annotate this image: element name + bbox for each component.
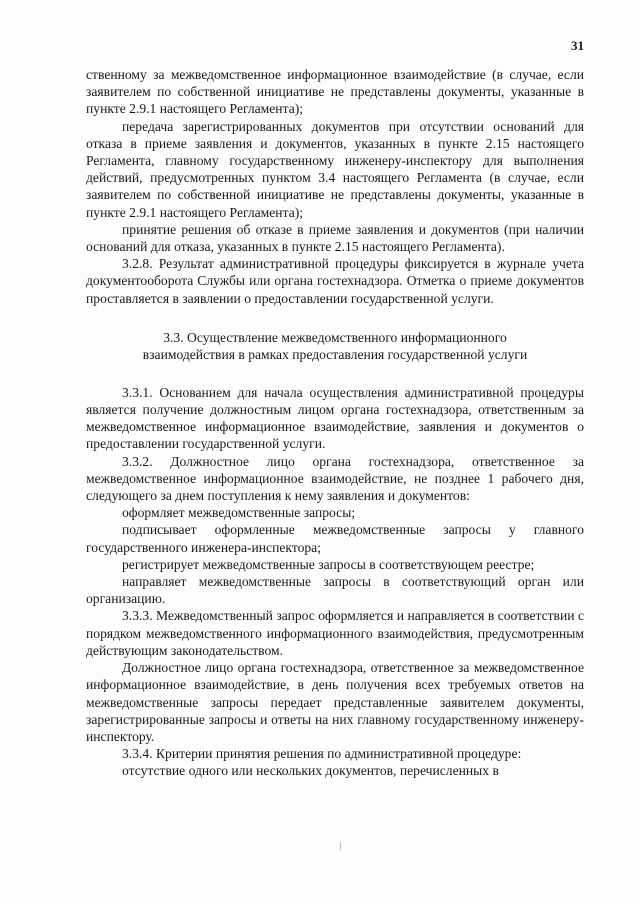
paragraph-3-3-3: 3.3.3. Межведомственный запрос оформляется и направляется в соответствии с порядком межведомственного информационного взаимодействия, предусмотренным действующим законодательством. <box>86 608 584 658</box>
paragraph-absence-documents: отсутствие одного или нескольких документов, перечисленных в <box>122 763 499 779</box>
scan-artifact-line <box>340 842 341 850</box>
section-title-3-3: 3.3. Осуществление межведомственного информационного взаимодействия в рамках предоставления государственной услуги <box>142 329 528 363</box>
page-number: 31 <box>571 38 584 53</box>
paragraph-3-2-8: 3.2.8. Результат административной процедуры фиксируется в журнале учета документооборота Службы или органа гостехнадзора. Отметка о приеме документов проставляется в заявлении о предоставлении государственной услуги. <box>86 256 584 306</box>
paragraph-refusal-decision: принятие решения об отказе в приеме заявления и документов (при наличии оснований для отказа, указанных в пункте 2.15 настоящего Регламента). <box>86 221 584 255</box>
list-item-prepare-requests: оформляет межведомственные запросы; <box>122 505 356 521</box>
paragraph-3-3-1: 3.3.1. Основанием для начала осуществления административной процедуры является получение должностным лицом органа гостехнадзора, ответственным за межведомственное информационное взаимодействие, заявления и документов о предоставлении государственной услуги. <box>86 384 584 452</box>
document-body <box>86 66 584 780</box>
paragraph-responsible-official: Должностное лицо органа гостехнадзора, ответственное за межведомственное информационное взаимодействие, в день получения всех требуемых ответов на межведомственные запросы передает представленные заявителем документы, зарегистрированные запросы и ответы на них главному государственному инженеру-инспектору. <box>86 660 584 744</box>
paragraph-3-3-4: 3.3.4. Критерии принятия решения по административной процедуре: <box>122 746 522 762</box>
list-item-sign-requests: подписывает оформленные межведомственные запросы у главного государственного инженера-инспектора; <box>86 522 584 555</box>
paragraph-transfer-documents: передача зарегистрированных документов при отсутствии оснований для отказа в приеме заявления и документов, указанных в пункте 2.15 настоящего Регламента, главному государственному инженеру-инспектору для выполнения действий, предусмотренных пунктом 3.4 настоящего Регламента (в случае, если заявителем по собственной инициативе не представлены документы, указанные в пункте 2.9.1 настоящего Регламента); <box>86 118 584 220</box>
list-item-send-requests: направляет межведомственные запросы в соответствующий орган или организацию. <box>86 574 584 607</box>
paragraph-3-3-2: 3.3.2. Должностное лицо органа гостехнадзора, ответственное за межведомственное информационное взаимодействие, не позднее 1 рабочего дня, следующего за днем поступления к нему заявления и документов: <box>86 453 584 504</box>
paragraph-continuation: ственному за межведомственное информационное взаимодействие (в случае, если заявителем по собственной инициативе не представлены документы, указанные в пункте 2.9.1 настоящего Регламента); <box>86 67 584 117</box>
list-item-register-requests: регистрирует межведомственные запросы в соответствующем реестре; <box>122 556 535 572</box>
